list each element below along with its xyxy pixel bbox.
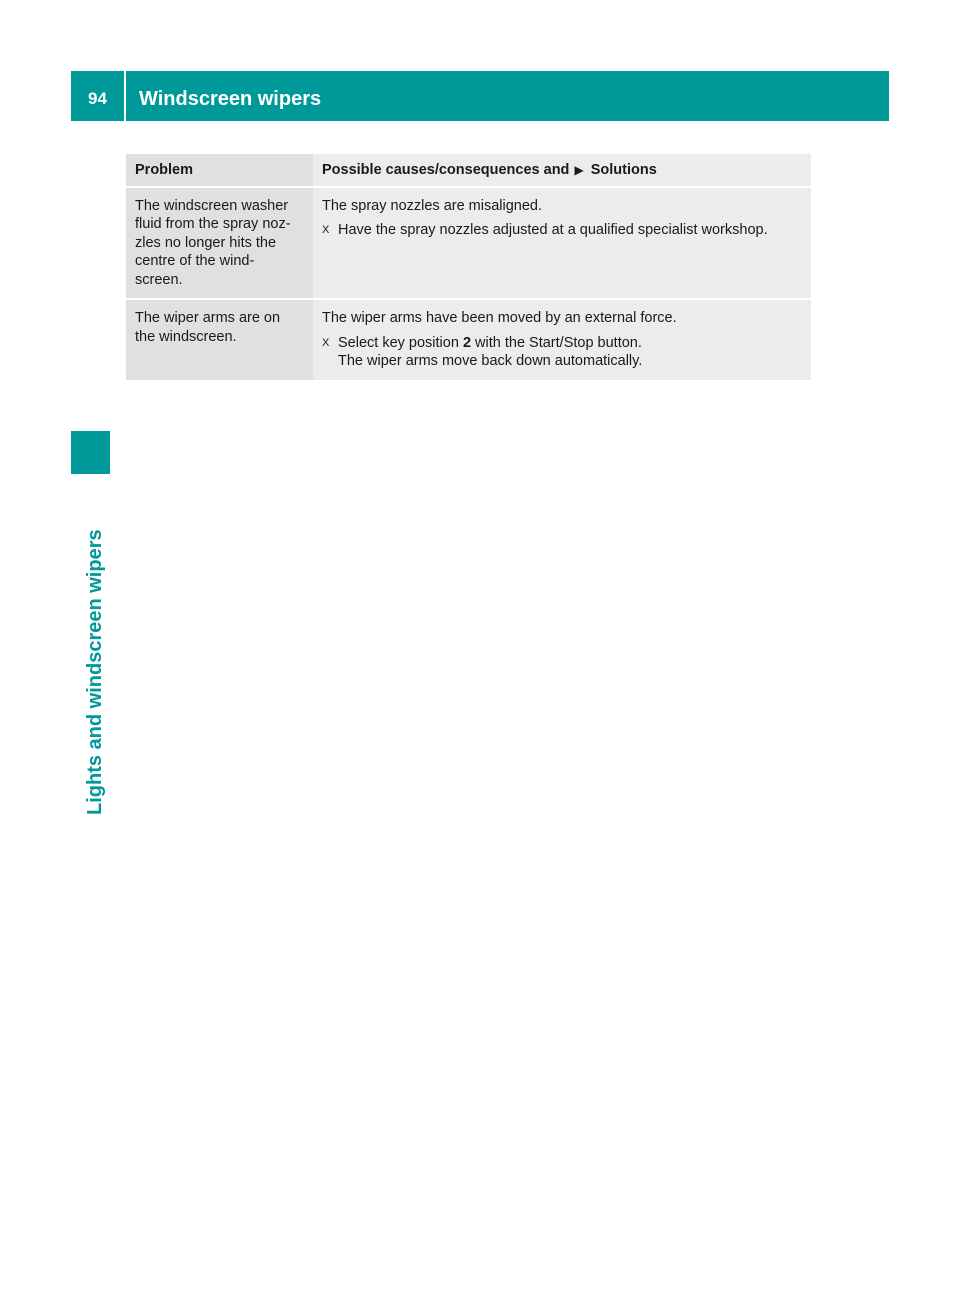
solutions-header-prefix: Possible causes/consequences and xyxy=(322,162,570,178)
solutions-column-header xyxy=(313,154,811,187)
cause-text: The wiper arms have been moved by an external force. xyxy=(322,310,677,326)
problem-line: centre of the wind- xyxy=(135,253,255,269)
chapter-side-label xyxy=(84,475,107,815)
chapter-tab-marker xyxy=(71,431,110,474)
problem-line: The wiper arms are on xyxy=(135,310,281,326)
table-row xyxy=(126,299,811,381)
solution-cell xyxy=(313,299,811,381)
page-number: 94 xyxy=(71,71,126,121)
key-position-value: 2 xyxy=(462,334,472,351)
page-header xyxy=(71,71,889,121)
cause-text: The spray nozzles are misaligned. xyxy=(322,197,543,214)
step-text-suffix: with the Start/Stop button. xyxy=(475,334,642,351)
problem-cell xyxy=(126,299,313,381)
problem-column-header: Problem xyxy=(126,154,313,187)
step-arrow-icon: X xyxy=(322,224,330,236)
solution-step xyxy=(322,221,803,240)
step-text-prefix: Select key position xyxy=(338,334,459,351)
section-title: Windscreen wipers xyxy=(139,87,322,110)
solution-step xyxy=(322,334,803,353)
step-arrow-icon: X xyxy=(322,336,330,349)
step-text: Have the spray nozzles adjusted at a qualified specialist workshop. xyxy=(338,222,768,238)
action-arrow-icon: ▶ xyxy=(574,163,584,177)
problem-line: zles no longer hits the xyxy=(135,234,277,251)
problem-line: screen. xyxy=(135,271,183,288)
chapter-side-label-text: Lights and windscreen wipers xyxy=(84,529,106,815)
step-result-note: The wiper arms move back down automatically. xyxy=(338,353,643,369)
troubleshooting-table xyxy=(126,154,811,382)
table-row xyxy=(126,187,811,300)
solutions-header-suffix: Solutions xyxy=(590,162,657,178)
problem-line: fluid from the spray noz- xyxy=(135,216,291,232)
solution-cell xyxy=(313,187,811,300)
problem-line: The windscreen washer xyxy=(135,197,289,214)
problem-line: the windscreen. xyxy=(135,328,237,345)
table-header-row xyxy=(126,154,811,187)
problem-cell xyxy=(126,187,313,300)
